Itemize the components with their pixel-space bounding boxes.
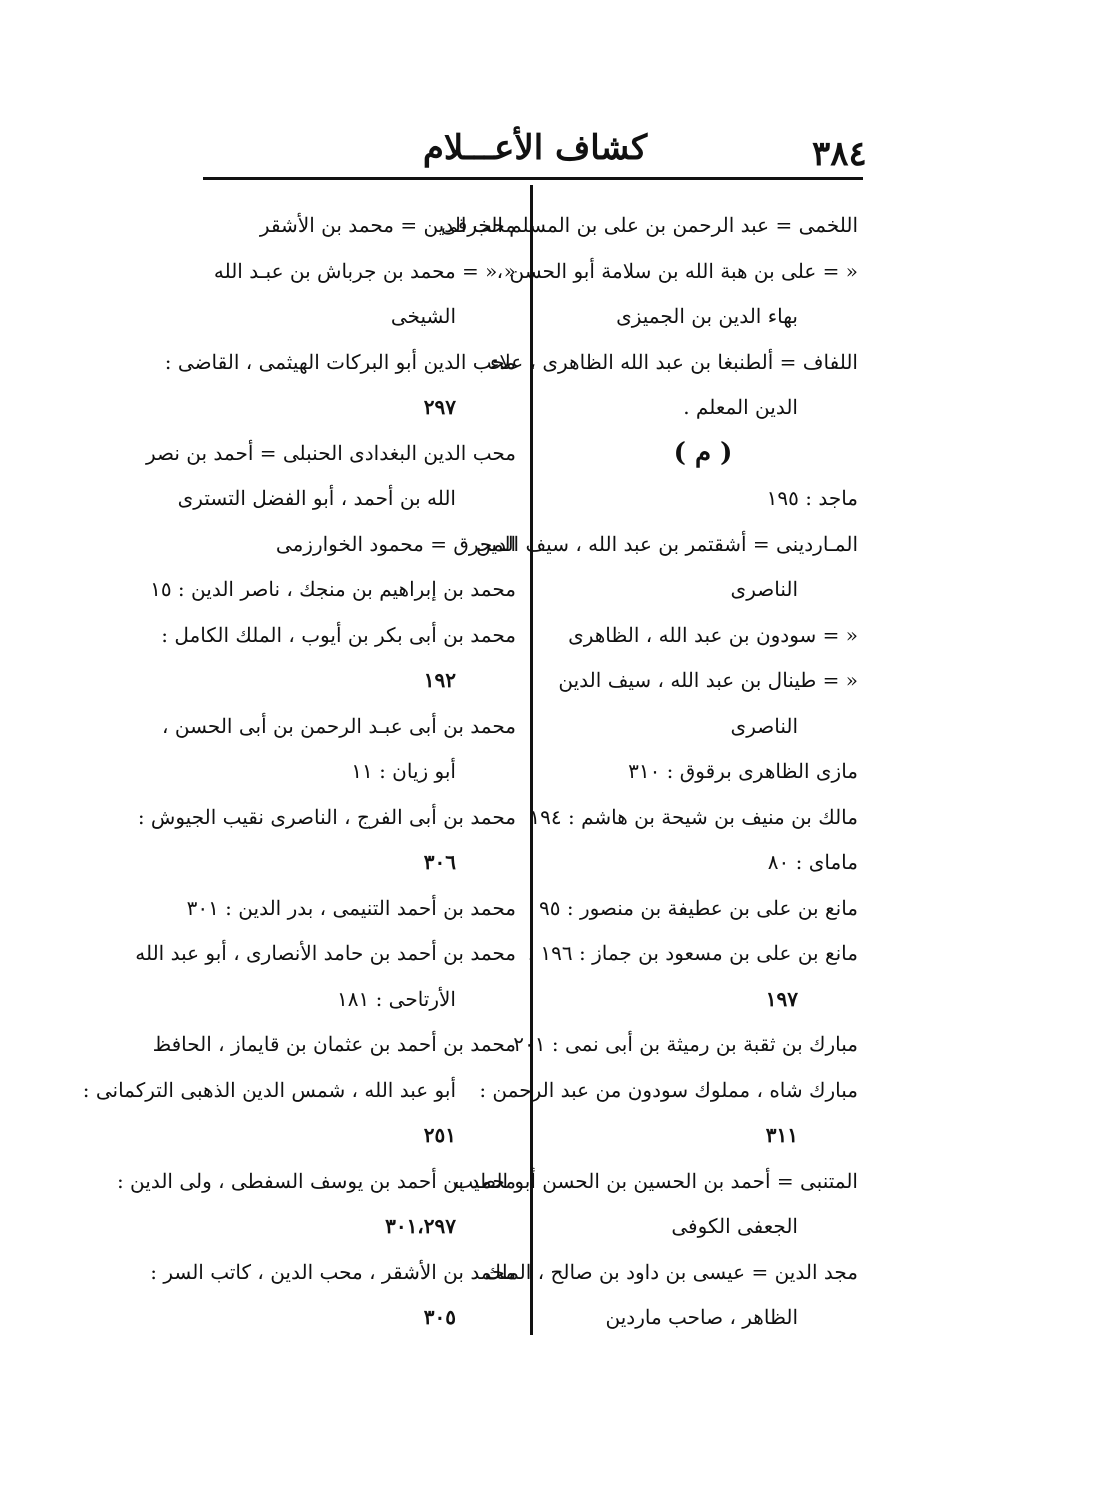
index-line: ٣٠١،٢٩٧ [385,1214,456,1238]
page-title: كشاف الأعـــلام [422,128,648,168]
index-line: مالك بن منيف بن شيحة بن هاشم : ١٩٤ [529,804,858,829]
index-line: مبارك شاه ، مملوك سودون من عبد الرحمن : [479,1077,858,1102]
index-line: بهاء الدين بن الجميزى [616,304,798,328]
index-line: الظاهر ، صاحب ماردين [605,1305,798,1329]
index-line: مانع بن على بن مسعود بن جماز : ١٩٦ ، [527,941,858,965]
index-line: محمد بن أحمد بن عثمان بن قايماز ، الحافظ [152,1032,516,1056]
index-line: ١٩٧ [765,986,798,1011]
index-line: محمد بن أحمد بن حامد الأنصارى ، أبو عبد الله [135,941,516,965]
index-column-right [441,203,858,1341]
index-line: أبو زيان : ١١ [351,759,456,783]
index-line: محمد بن أحمد التنيمى ، بدر الدين : ٣٠١ [186,895,516,920]
index-line: محمد بن أبى بكر بن أيوب ، الملك الكامل : [161,622,516,647]
index-line: الشيخى [390,304,456,328]
index-line: اللخمى = عبد الرحمن بن على بن المسلم الخرقى [441,213,858,237]
index-line: ٢٥١ [423,1123,456,1147]
index-line: محمد بن إبراهيم بن منجك ، ناصر الدين : ١٥ [150,577,516,601]
index-line: « « = محمد بن جرباش بن عبـد الله [213,258,516,283]
index-line: « = على بن هبة الله بن سلامة أبو الحسن ، [496,258,858,283]
index-line: الناصرى [730,713,798,738]
index-line: المـاردينى = أشقتمر بن عبد الله ، سيف الدين [476,531,858,556]
index-line: محمد بن أحمد بن يوسف السفطى ، ولى الدين : [116,1168,516,1193]
index-line: المتنبى = أحمد بن الحسين بن الحسن أبو الطيب [454,1168,858,1193]
index-line: محمد بن أبى الفرج ، الناصرى نقيب الجيوش : [137,804,516,829]
index-line: ماماى : ٨٠ [767,850,858,874]
page-number: ٣٨٤ [812,134,867,174]
index-line: ٣٠٦ [423,850,456,874]
index-line: « = سودون بن عبد الله ، الظاهرى [568,622,858,647]
index-line: مجد الدين = عيسى بن داود بن صالح ، الملك [484,1259,858,1284]
index-line: الأرتاحى : ١٨١ [336,986,456,1011]
index-line: ( م ) [673,437,733,468]
index-line: « = طينال بن عبد الله ، سيف الدين [558,668,858,692]
index-line: محمد بن أبى عبـد الرحمن بن أبى الحسن ، [162,713,516,738]
index-line: الجعفى الكوفى [671,1214,798,1238]
index-line: المحرق = محمود الخوارزمى [275,531,516,556]
index-line: ٣١١ [765,1123,798,1147]
index-line: مازى الظاهرى برقوق : ٣١٠ [628,759,858,783]
index-line: محمد بن الأشقر ، محب الدين ، كاتب السر : [150,1259,516,1284]
index-line: اللفاف = ألطنبغا بن عبد الله الظاهرى ، علاء [489,349,858,374]
index-line: محب الدين البغدادى الحنبلى = أحمد بن نصر [145,440,516,465]
index-line: ماجد : ١٩٥ [766,486,858,510]
index-line: مانع بن على بن عطيفة بن منصور : ٩٥ [539,895,858,920]
index-line: الله بن أحمد ، أبو الفضل التسترى [177,486,456,510]
index-line: الناصرى [730,577,798,601]
index-line: محب الدين أبو البركات الهيثمى ، القاضى : [164,349,516,374]
header-rule [203,177,863,180]
index-line: مبارك بن ثقبة بن رميثة بن أبى نمى : ٢٠١ [513,1032,858,1056]
index-line: محب الدين = محمد بن الأشقر [259,213,516,237]
index-column-left [82,203,516,1341]
index-line: ٣٠٥ [423,1305,456,1329]
index-line: أبو عبد الله ، شمس الدين الذهبى التركمانى : [82,1077,456,1102]
index-line: الدين المعلم . [683,395,798,419]
index-line: ٢٩٧ [423,395,456,419]
index-line: ١٩٢ [423,668,456,692]
